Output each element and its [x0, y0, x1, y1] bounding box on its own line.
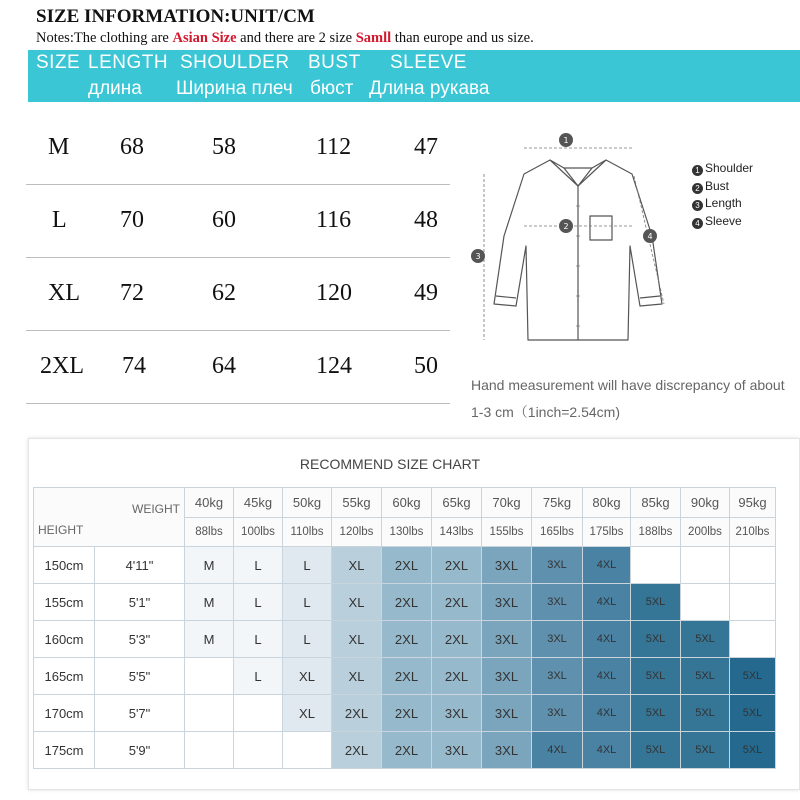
length-cell: 74 — [122, 353, 146, 379]
legend-label: Bust — [705, 178, 730, 193]
size-cell: 2XL — [382, 658, 432, 695]
size-cell: 5XL — [681, 621, 730, 658]
sleeve-cell: 50 — [414, 353, 438, 379]
size-cell: 5XL — [730, 658, 776, 695]
notes-asian-size: Asian Size — [172, 30, 237, 46]
banner-header-sleeve: SLEEVE — [390, 52, 467, 73]
banner-russian-shoulder: Ширина плеч — [176, 78, 293, 99]
height-row-170 — [34, 695, 776, 732]
weight-kg-header: 50kg — [283, 488, 332, 518]
size-cell: L — [283, 621, 332, 658]
sleeve-cell: 48 — [414, 207, 438, 233]
shoulder-cell: 60 — [212, 207, 236, 233]
size-cell: 4XL — [583, 695, 631, 732]
marker-shoulder: 1 — [563, 136, 569, 145]
size-cell: 3XL — [482, 547, 532, 584]
shoulder-cell: 64 — [212, 353, 236, 379]
bust-cell: 120 — [316, 280, 352, 306]
size-row — [26, 258, 450, 331]
size-cell — [730, 547, 776, 584]
banner-header-size: SIZE — [36, 52, 81, 73]
height-ft-cell: 4'11" — [95, 547, 185, 584]
height-row-150 — [34, 547, 776, 584]
size-cell: 2XL — [432, 658, 482, 695]
size-row — [26, 112, 450, 185]
size-cell: 3XL — [532, 584, 583, 621]
size-cell: 3XL — [482, 621, 532, 658]
size-cell: 5XL — [681, 695, 730, 732]
size-cell: 2XL — [40, 353, 84, 379]
height-row-175 — [34, 732, 776, 769]
notes-line — [36, 30, 534, 47]
size-table — [26, 112, 450, 404]
number-4-icon: 4 — [692, 218, 703, 229]
size-cell: 5XL — [631, 658, 681, 695]
size-cell: 2XL — [382, 584, 432, 621]
diagram-legend — [692, 160, 753, 230]
height-cm-cell: 155cm — [34, 584, 95, 621]
size-row — [26, 185, 450, 258]
legend-item — [692, 178, 753, 196]
weight-lbs-header: 210lbs — [730, 518, 776, 547]
recommend-chart-title: RECOMMEND SIZE CHART — [299, 456, 481, 472]
size-cell — [681, 584, 730, 621]
length-cell: 68 — [120, 134, 144, 160]
size-cell: L — [234, 547, 283, 584]
number-2-icon: 2 — [692, 183, 703, 194]
legend-item — [692, 195, 753, 213]
size-cell: M — [185, 584, 234, 621]
weight-lbs-header: 200lbs — [681, 518, 730, 547]
notes-suffix: than europe and us size. — [391, 30, 534, 46]
size-cell: L — [234, 621, 283, 658]
shirt-diagram — [462, 126, 694, 362]
height-row-160 — [34, 621, 776, 658]
weight-label: WEIGHT — [132, 502, 180, 516]
size-cell: M — [48, 134, 70, 160]
size-cell: 2XL — [382, 547, 432, 584]
weight-kg-header: 70kg — [482, 488, 532, 518]
banner-header-bust: BUST — [308, 52, 361, 73]
weight-kg-row — [34, 488, 776, 518]
size-cell — [730, 621, 776, 658]
size-row — [26, 331, 450, 404]
size-cell: 4XL — [532, 732, 583, 769]
legend-label: Shoulder — [705, 161, 754, 175]
weight-kg-header: 45kg — [234, 488, 283, 518]
bust-cell: 112 — [316, 134, 352, 160]
legend-label: Sleeve — [705, 213, 742, 228]
size-cell: 5XL — [730, 732, 776, 769]
size-cell: 2XL — [382, 732, 432, 769]
marker-sleeve: 4 — [647, 232, 653, 241]
size-cell: 3XL — [482, 695, 532, 732]
banner-russian-bust: бюст — [310, 78, 354, 99]
weight-lbs-header: 165lbs — [532, 518, 583, 547]
height-cm-cell: 160cm — [34, 621, 95, 658]
size-cell: 2XL — [382, 621, 432, 658]
height-ft-cell: 5'3" — [95, 621, 185, 658]
table-corner — [34, 488, 185, 547]
weight-lbs-header: 120lbs — [332, 518, 382, 547]
size-cell: 3XL — [532, 658, 583, 695]
sleeve-cell: 47 — [414, 134, 438, 160]
weight-kg-header: 95kg — [730, 488, 776, 518]
height-ft-cell: 5'9" — [95, 732, 185, 769]
size-cell: M — [185, 547, 234, 584]
size-cell: 2XL — [432, 584, 482, 621]
size-cell: 5XL — [681, 658, 730, 695]
notes-prefix: Notes:The clothing are — [36, 30, 173, 46]
weight-kg-header: 85kg — [631, 488, 681, 518]
weight-lbs-header: 88lbs — [185, 518, 234, 547]
notes-mid: and there are 2 size — [236, 30, 356, 46]
size-cell: XL — [332, 621, 382, 658]
size-cell: 3XL — [432, 732, 482, 769]
weight-kg-header: 65kg — [432, 488, 482, 518]
weight-kg-header: 40kg — [185, 488, 234, 518]
bust-cell: 116 — [316, 207, 352, 233]
size-cell: 5XL — [631, 695, 681, 732]
bust-cell: 124 — [316, 353, 352, 379]
measurement-note: Hand measurement will have discrepancy of about 1-3 cm（1inch=2.54cm) — [471, 377, 785, 420]
size-cell: 2XL — [332, 732, 382, 769]
size-cell: 2XL — [432, 547, 482, 584]
size-cell: 5XL — [631, 584, 681, 621]
legend-item — [692, 160, 753, 178]
size-cell — [185, 732, 234, 769]
weight-lbs-header: 143lbs — [432, 518, 482, 547]
size-cell: XL — [332, 547, 382, 584]
banner-header-shoulder: SHOULDER — [180, 52, 290, 73]
height-ft-cell: 5'7" — [95, 695, 185, 732]
size-cell: XL — [48, 280, 80, 306]
marker-bust: 2 — [563, 222, 569, 231]
size-cell: 4XL — [583, 732, 631, 769]
size-cell — [730, 584, 776, 621]
size-cell: 2XL — [382, 695, 432, 732]
shoulder-cell: 58 — [212, 134, 236, 160]
size-cell: M — [185, 621, 234, 658]
size-cell: 3XL — [432, 695, 482, 732]
weight-lbs-header: 188lbs — [631, 518, 681, 547]
height-label: HEIGHT — [38, 523, 84, 537]
size-cell: L — [52, 207, 67, 233]
weight-lbs-header: 110lbs — [283, 518, 332, 547]
weight-kg-header: 80kg — [583, 488, 631, 518]
size-cell: 5XL — [631, 621, 681, 658]
size-cell — [234, 695, 283, 732]
weight-lbs-header: 175lbs — [583, 518, 631, 547]
banner-russian-sleeve: Длина рукава — [369, 78, 490, 99]
size-info-title: SIZE INFORMATION:UNIT/CM — [36, 6, 315, 27]
weight-lbs-header: 155lbs — [482, 518, 532, 547]
legend-label: Length — [705, 196, 742, 210]
height-row-155 — [34, 584, 776, 621]
size-cell: 3XL — [482, 584, 532, 621]
weight-kg-header: 55kg — [332, 488, 382, 518]
size-cell: 3XL — [532, 547, 583, 584]
size-cell: 3XL — [532, 621, 583, 658]
size-cell — [283, 732, 332, 769]
size-cell — [631, 547, 681, 584]
size-cell — [681, 547, 730, 584]
length-cell: 72 — [120, 280, 144, 306]
recommend-size-table — [33, 487, 776, 769]
size-cell: 4XL — [583, 584, 631, 621]
banner-header-length: LENGTH — [88, 52, 169, 73]
banner-russian-length: длина — [88, 78, 142, 99]
height-cm-cell: 165cm — [34, 658, 95, 695]
size-cell: L — [283, 584, 332, 621]
size-cell: 5XL — [631, 732, 681, 769]
size-cell: XL — [332, 584, 382, 621]
size-cell: 5XL — [730, 695, 776, 732]
shoulder-cell: 62 — [212, 280, 236, 306]
size-cell — [234, 732, 283, 769]
size-cell — [185, 695, 234, 732]
header-banner — [28, 50, 800, 102]
weight-kg-header: 60kg — [382, 488, 432, 518]
height-cm-cell: 170cm — [34, 695, 95, 732]
size-cell: L — [234, 658, 283, 695]
number-3-icon: 3 — [692, 200, 703, 211]
height-row-165 — [34, 658, 776, 695]
size-cell: XL — [332, 658, 382, 695]
size-cell: 3XL — [482, 732, 532, 769]
weight-kg-header: 75kg — [532, 488, 583, 518]
size-cell: L — [234, 584, 283, 621]
size-cell: XL — [283, 695, 332, 732]
size-cell: 4XL — [583, 658, 631, 695]
number-1-icon: 1 — [692, 165, 703, 176]
size-cell: 2XL — [332, 695, 382, 732]
weight-lbs-header: 130lbs — [382, 518, 432, 547]
notes-small: Samll — [355, 30, 392, 46]
height-cm-cell: 175cm — [34, 732, 95, 769]
size-cell — [185, 658, 234, 695]
legend-item — [692, 213, 753, 231]
size-cell: XL — [283, 658, 332, 695]
size-cell: 3XL — [532, 695, 583, 732]
size-cell: 5XL — [681, 732, 730, 769]
size-cell: 4XL — [583, 621, 631, 658]
height-cm-cell: 150cm — [34, 547, 95, 584]
size-cell: 3XL — [482, 658, 532, 695]
height-ft-cell: 5'5" — [95, 658, 185, 695]
weight-lbs-header: 100lbs — [234, 518, 283, 547]
size-cell: 2XL — [432, 621, 482, 658]
size-cell: L — [283, 547, 332, 584]
height-ft-cell: 5'1" — [95, 584, 185, 621]
weight-kg-header: 90kg — [681, 488, 730, 518]
size-cell: 4XL — [583, 547, 631, 584]
length-cell: 70 — [120, 207, 144, 233]
marker-length: 3 — [475, 252, 481, 261]
sleeve-cell: 49 — [414, 280, 438, 306]
